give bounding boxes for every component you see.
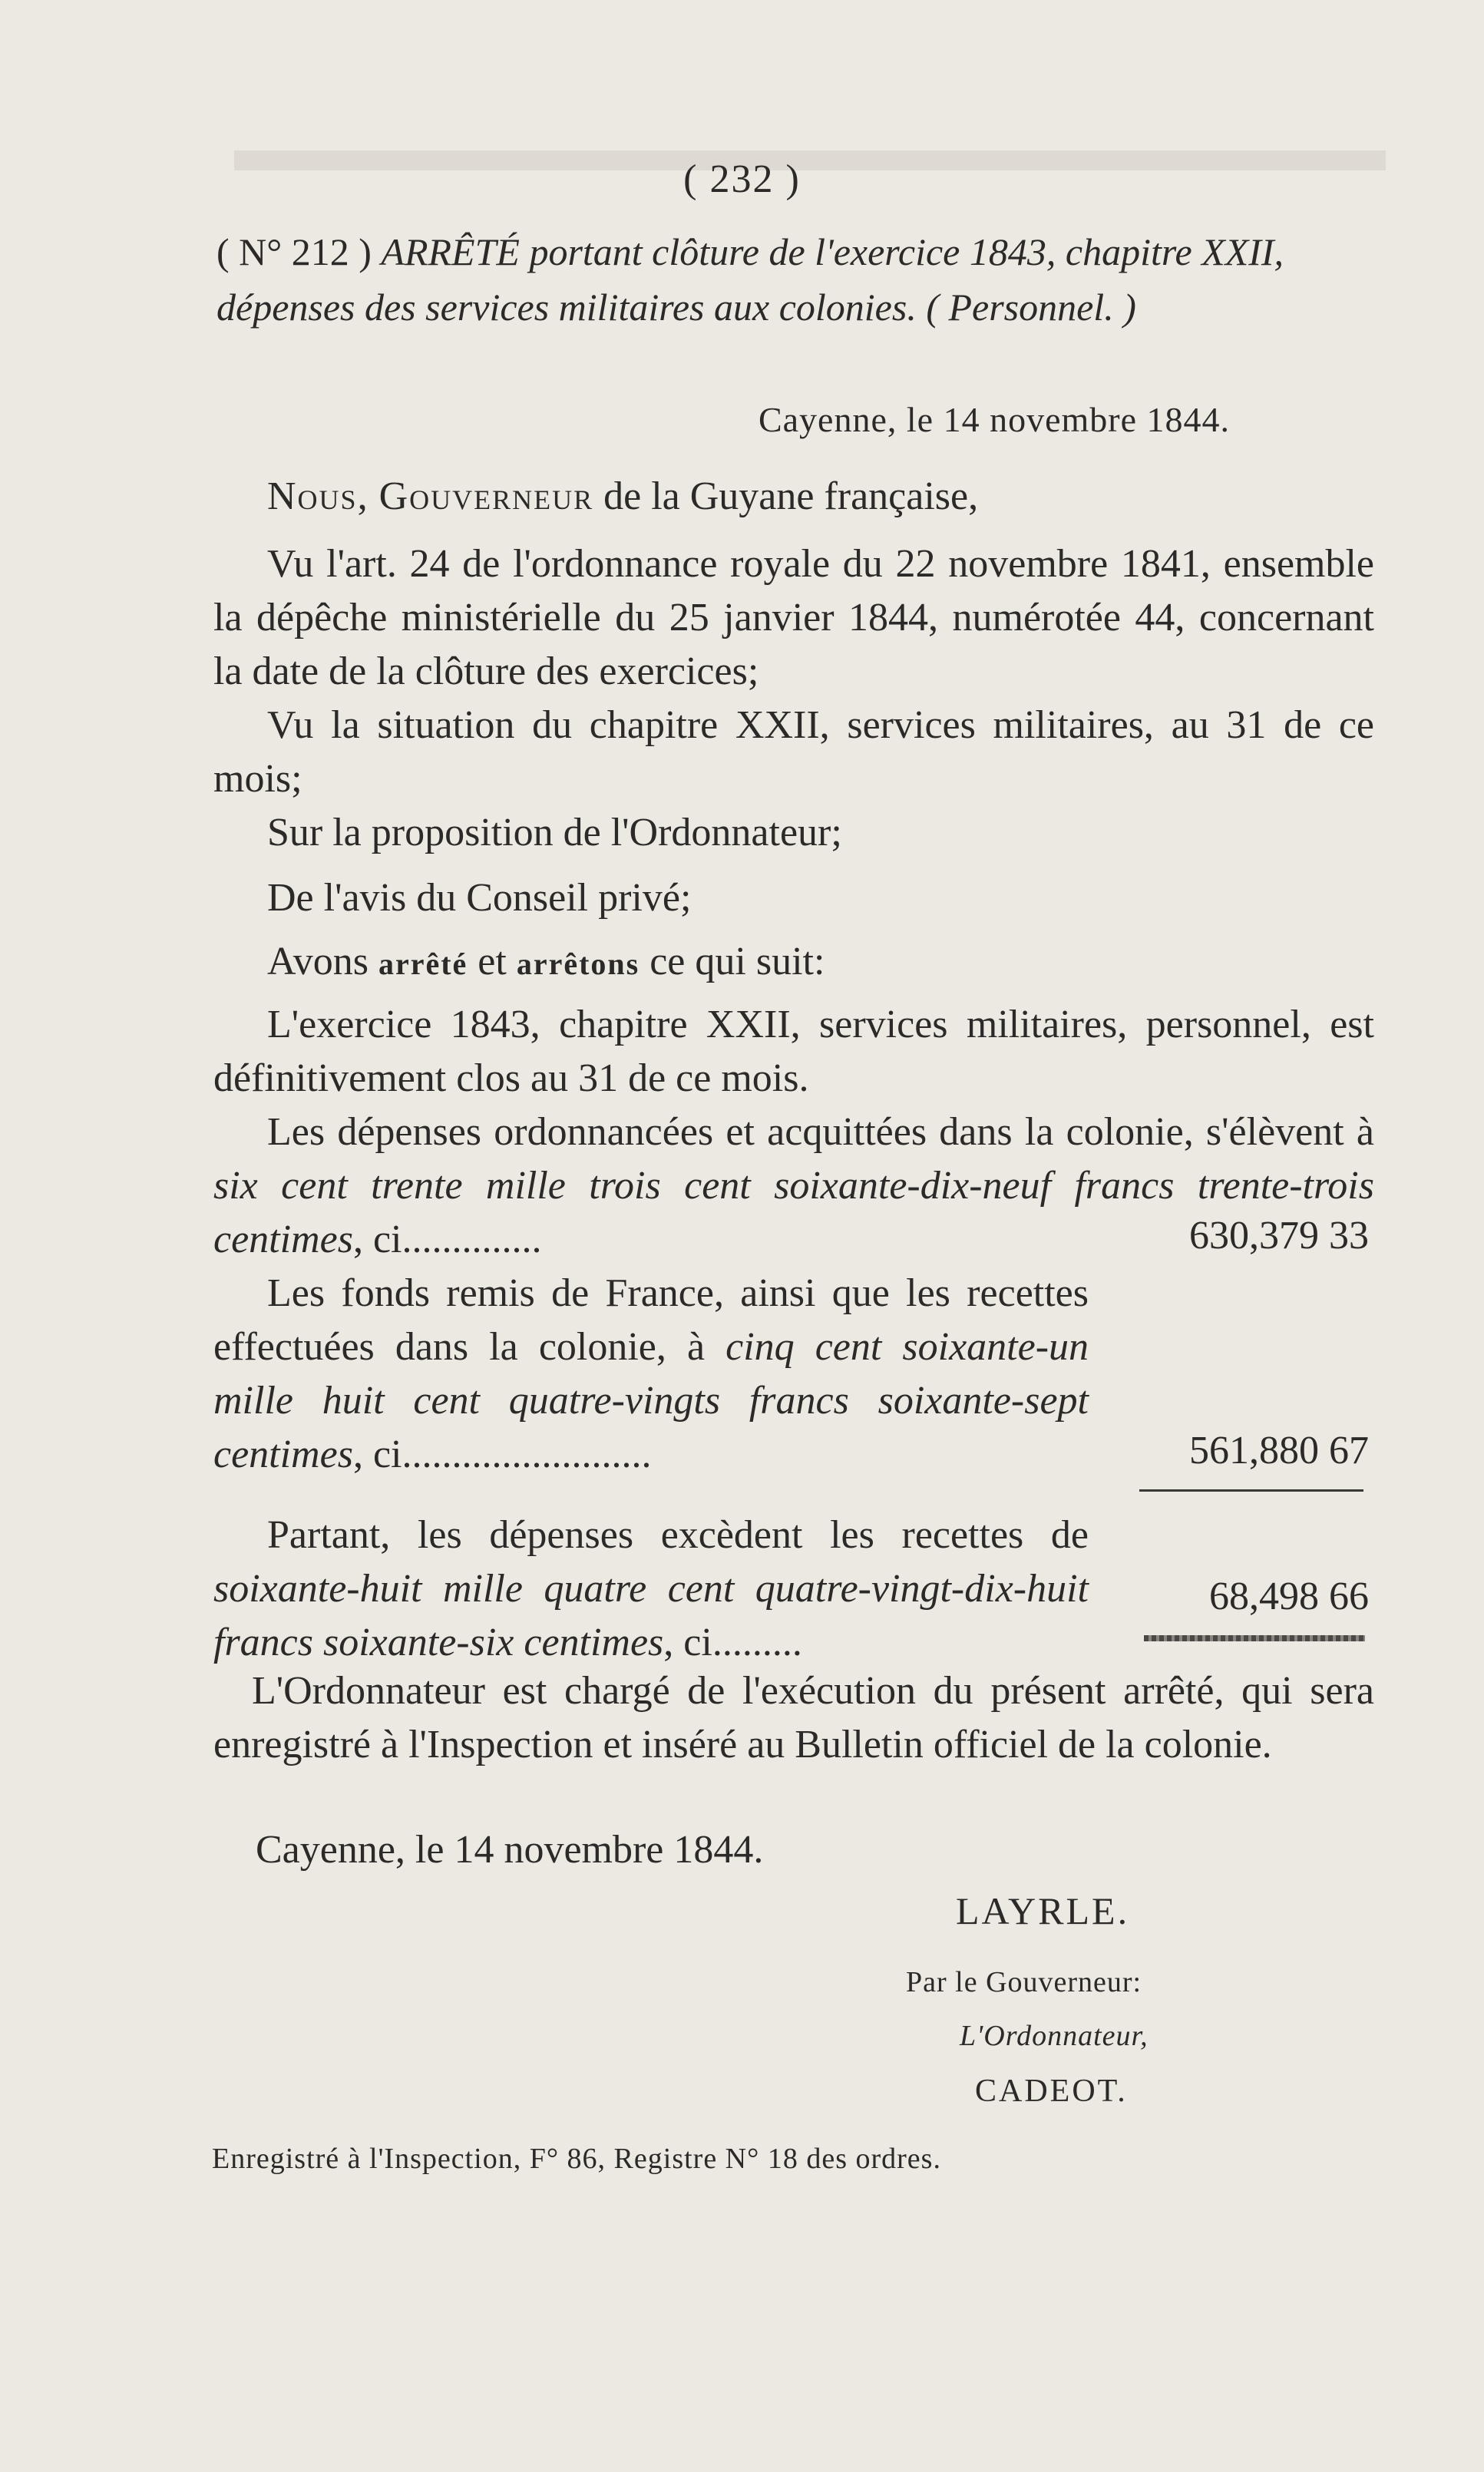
fonds-amount-words: cinq cent soixante-un mille huit cent quatre-vingts francs soixante-sept centimes (213, 1325, 1089, 1476)
partant-lead: Partant, les dépenses excèdent les recettes de (267, 1513, 1089, 1557)
partant-ci: , ci......... (663, 1621, 802, 1664)
preamble-rest: de la Guyane française, (603, 474, 979, 518)
depenses-ci: , ci.............. (352, 1218, 542, 1261)
depenses-amount-words: six cent trente mille trois cent soixante-dix-neuf francs trente-trois centimes (213, 1164, 1374, 1261)
sum-rule (1139, 1489, 1363, 1492)
depenses-lead: Les dépenses ordonnancées et acquittées dans la colonie, s'élèvent à (267, 1110, 1374, 1154)
preamble-nous: Nous, (267, 474, 369, 518)
arrete-heading (216, 224, 1374, 335)
depenses-amount: 630,379 33 (1174, 1213, 1369, 1258)
signature-governor: LAYRLE. (956, 1889, 1130, 1932)
fonds-statement (213, 1267, 1089, 1482)
avons-word: Avons (267, 940, 369, 983)
preamble (213, 470, 1374, 524)
paragraph-vu-ordonnance: Vu l'art. 24 de l'ordonnance royale du 22 novembre 1841, ensemble la dépêche ministérielle du 25 janvier 1844, numérotée 44, concernant la date de la clôture des exercices; (213, 542, 1374, 693)
closing-rule (1144, 1635, 1365, 1641)
ordonnateur-title: L'Ordonnateur, (960, 2020, 1149, 2052)
arrete-subject: portant clôture de l'exercice 1843, chapitre XXII, dépenses des services militaires aux colonies. ( Personnel. ) (216, 230, 1284, 329)
partant-amount: 68,498 66 (1209, 1575, 1369, 1618)
par-le-gouverneur: Par le Gouverneur: (906, 1966, 1142, 1998)
registration-note: Enregistré à l'Inspection, F° 86, Registre N° 18 des ordres. (212, 2143, 941, 2175)
paragraph-execution: L'Ordonnateur est chargé de l'exécution du présent arrêté, qui sera enregistré à l'Inspection et inséré au Bulletin officiel de la colonie. (213, 1669, 1374, 1766)
fonds-ci: , ci......................... (352, 1433, 652, 1476)
fonds-amount: 561,880 67 (1189, 1429, 1369, 1472)
paragraph-avis-conseil: De l'avis du Conseil privé; (267, 876, 692, 920)
closing-dateline: Cayenne, le 14 novembre 1844. (256, 1828, 764, 1872)
arrete-number: ( N° 212 ) (216, 230, 372, 273)
partant-statement (213, 1509, 1089, 1670)
arrete-word: arrêté (378, 947, 468, 981)
fonds-lead: Les fonds remis de France, ainsi que les recettes effectuées dans la colonie, à (213, 1271, 1089, 1369)
dateline: Cayenne, le 14 novembre 1844. (758, 400, 1230, 439)
paragraph-sur-proposition: Sur la proposition de l'Ordonnateur; (267, 811, 842, 854)
page-number: ( 232 ) (683, 157, 801, 201)
signature-ordonnateur: CADEOT. (975, 2074, 1128, 2109)
arrete-label: ARRÊTÉ (381, 230, 520, 273)
paragraph-avons-arrete (213, 935, 1374, 991)
partant-amount-words: soixante-huit mille quatre cent quatre-vingt-dix-huit francs soixante-six centimes (213, 1567, 1089, 1664)
preamble-gouverneur: Gouverneur (378, 474, 594, 518)
ce-qui-suit: ce qui suit: (649, 940, 825, 983)
et-word: et (478, 940, 507, 983)
arretons-word: arrêtons (516, 947, 640, 981)
paragraph-vu-situation: Vu la situation du chapitre XXII, services militaires, au 31 de ce mois; (213, 703, 1374, 801)
paragraph-exercice-clos: L'exercice 1843, chapitre XXII, services militaires, personnel, est définitivement clos au 31 de ce mois. (213, 1003, 1374, 1100)
